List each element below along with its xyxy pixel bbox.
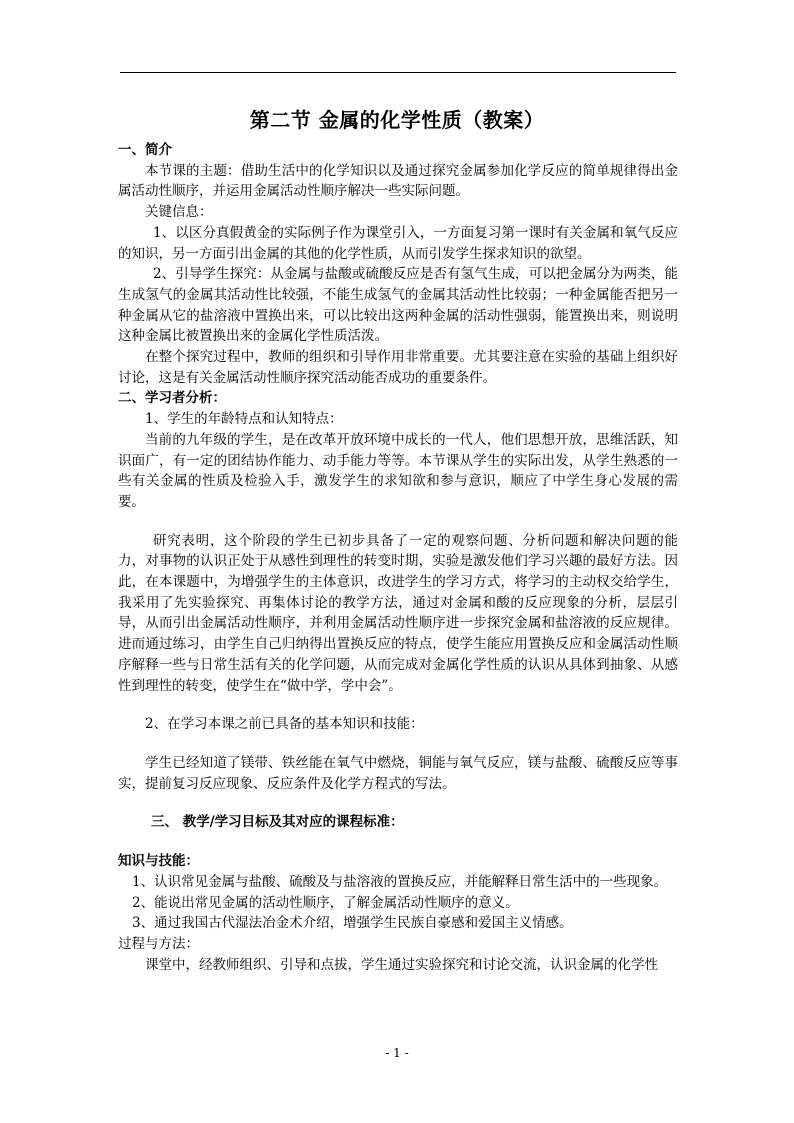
section-heading-learner-analysis: 二、学习者分析： [118,390,226,407]
key-info-item: 1、以区分真假黄金的实际例子作为课堂引入，一方面复习第一课时有关金属和氧气反应的知识，另一方面引出金属的其他的化学性质，从而引发学生探求知识的欲望。 [118,224,678,262]
subheading-process: 过程与方法： [118,935,199,952]
paragraph: 本节课的主题：借助生活中的化学知识以及通过探究金属参加化学反应的简单规律得出金属活动性顺序，并运用金属活动性顺序解决一些实际问题。 [118,162,678,200]
page-title: 第二节 金属的化学性质（教案） [249,108,545,132]
key-info-item: 2、引导学生探究：从金属与盐酸或硫酸反应是否有氢气生成，可以把金属分为两类，能生成氢气的金属其活动性比较强，不能生成氢气的金属其活动性比较弱；一种金属能否把另一种金属从它的盐溶液中置换出来，可以比较出这两种金属的活动性强弱，能置换出来，则说明这种金属比被置换出来的金属化学性质活泼。 [118,266,678,345]
subheading: 2、在学习本课之前已具备的基本知识和技能： [145,716,424,733]
header-rule [120,72,676,73]
paragraph: 研究表明，这个阶段的学生已初步具备了一定的观察问题、分析问题和解决问题的能力，对事物的认识正处于从感性到理性的转变时期，实验是激发他们学习兴趣的最好方法。因此，在本课题中，为增强学生的主体意识，改进学生的学习方式，将学习的主动权交给学生，我采用了先实验探究、再集体讨论的教学方法，通过对金属和酸的反应现象的分析，层层引导，从而引出金属活动性顺序，并利用金属活动性顺序进一步探究金属和盐溶液的反应规律。进而通过练习，由学生自己归纳得出置换反应的特点，使学生能应用置换反应和金属活动性顺序解释一些与日常生活有关的化学问题，从而完成对金属化学性质的认识从具体到抽象、从感性到理性的转变，使学生在“做中学，学中会”。 [118,532,678,694]
paragraph: 在整个探究过程中，教师的组织和引导作用非常重要。尤其要注意在实验的基础上组织好讨论，这是有关金属活动性顺序探究活动能否成功的重要条件。 [118,349,678,386]
paragraph: 学生已经知道了镁带、铁丝能在氧气中燃烧，铜能与氧气反应，镁与盐酸、硫酸反应等事实，提前复习反应现象、反应条件及化学方程式的写法。 [118,754,678,792]
goal-item: 1、认识常见金属与盐酸、硫酸及与盐溶液的置换反应，并能解释日常生活中的一些现象。 [132,873,668,890]
key-info-label: 关键信息： [145,204,213,221]
goal-item: 2、能说出常见金属的活动性顺序，了解金属活动性顺序的意义。 [132,894,519,911]
subheading: 1、学生的年龄特点和认知特点： [145,411,343,428]
page-number: - 1 - [385,1046,409,1060]
goal-item: 3、通过我国古代湿法冶金术介绍，增强学生民族自豪感和爱国主义情感。 [132,915,573,932]
paragraph: 课堂中，经教师组织、引导和点拔，学生通过实验探究和讨论交流，认识金属的化学性 [145,956,658,973]
paragraph: 当前的九年级的学生，是在改革开放环境中成长的一代人，他们思想开放，思维活跃，知识面广，有一定的团结协作能力、动手能力等等。本节课从学生的实际出发，从学生熟悉的一些有关金属的性质及检验入手，激发学生的求知欲和参与意识，顺应了中学生身心发展的需要。 [118,431,678,510]
document-body [118,140,678,975]
subheading-knowledge: 知识与技能： [118,853,199,870]
section-heading-intro: 一、简介 [118,142,172,158]
section-heading-objectives: 三、 教学/学习目标及其对应的课程标准： [151,814,404,831]
